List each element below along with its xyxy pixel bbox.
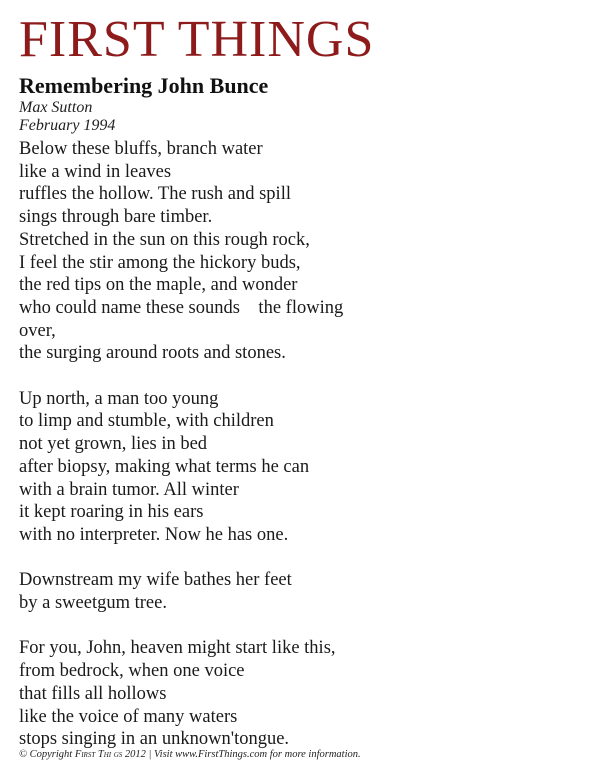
- poem-line: to limp and stumble, with children: [19, 411, 274, 432]
- stanza: [19, 569, 589, 614]
- poem-body: [19, 138, 589, 774]
- copyright-prefix: © Copyright: [19, 749, 75, 760]
- copyright-suffix: 2012 | Visit www.FirstThings.com for more information.: [122, 749, 361, 760]
- poem-line: I feel the stir among the hickory buds,: [19, 252, 301, 273]
- copyright-brand: First Thi gs: [74, 749, 123, 760]
- copyright-notice: [19, 748, 361, 762]
- poem-title: Remembering John Bunce: [19, 73, 269, 98]
- stanza: [19, 388, 589, 547]
- poem-line: not yet grown, lies in bed: [19, 434, 208, 455]
- poem-line: from bedrock, when one voice: [19, 661, 245, 682]
- poem-line: who could name these sounds the flowing: [19, 297, 344, 318]
- poem-line: Up north, a man too young: [19, 388, 219, 409]
- poem-line: Stretched in the sun on this rough rock,: [19, 229, 310, 250]
- poem-line: like the voice of many waters: [19, 706, 238, 727]
- poem-line: the red tips on the maple, and wonder: [19, 275, 298, 296]
- poem-line: Below these bluffs, branch water: [19, 139, 263, 159]
- publication-date: February 1994: [19, 117, 116, 134]
- masthead-logo: FIRST THINGS: [19, 11, 375, 68]
- poem-line: it kept roaring in his ears: [19, 502, 204, 523]
- poem-line: with no interpreter. Now he has one.: [19, 524, 289, 545]
- poem-line: stops singing in an unknown'tongue.: [19, 729, 290, 750]
- poem-line: with a brain tumor. All winter: [19, 479, 239, 500]
- poem-line: For you, John, heaven might start like this,: [19, 638, 336, 659]
- poem-line: sings through bare timber.: [19, 207, 213, 228]
- poem-line: the surging around roots and stones.: [19, 343, 286, 364]
- poem-line: after biopsy, making what terms he can: [19, 456, 310, 477]
- poem-line: by a sweetgum tree.: [19, 593, 167, 614]
- stanza: [19, 138, 589, 365]
- poem-line: ruffles the hollow. The rush and spill: [19, 184, 291, 205]
- poem-line: over,: [19, 320, 56, 341]
- author-name: Max Sutton: [19, 99, 93, 116]
- stanza: [19, 637, 589, 751]
- poem-line: that fills all hollows: [19, 683, 167, 704]
- poem-line: Downstream my wife bathes her feet: [19, 570, 292, 591]
- poem-line: like a wind in leaves: [19, 161, 172, 182]
- byline: [19, 99, 115, 135]
